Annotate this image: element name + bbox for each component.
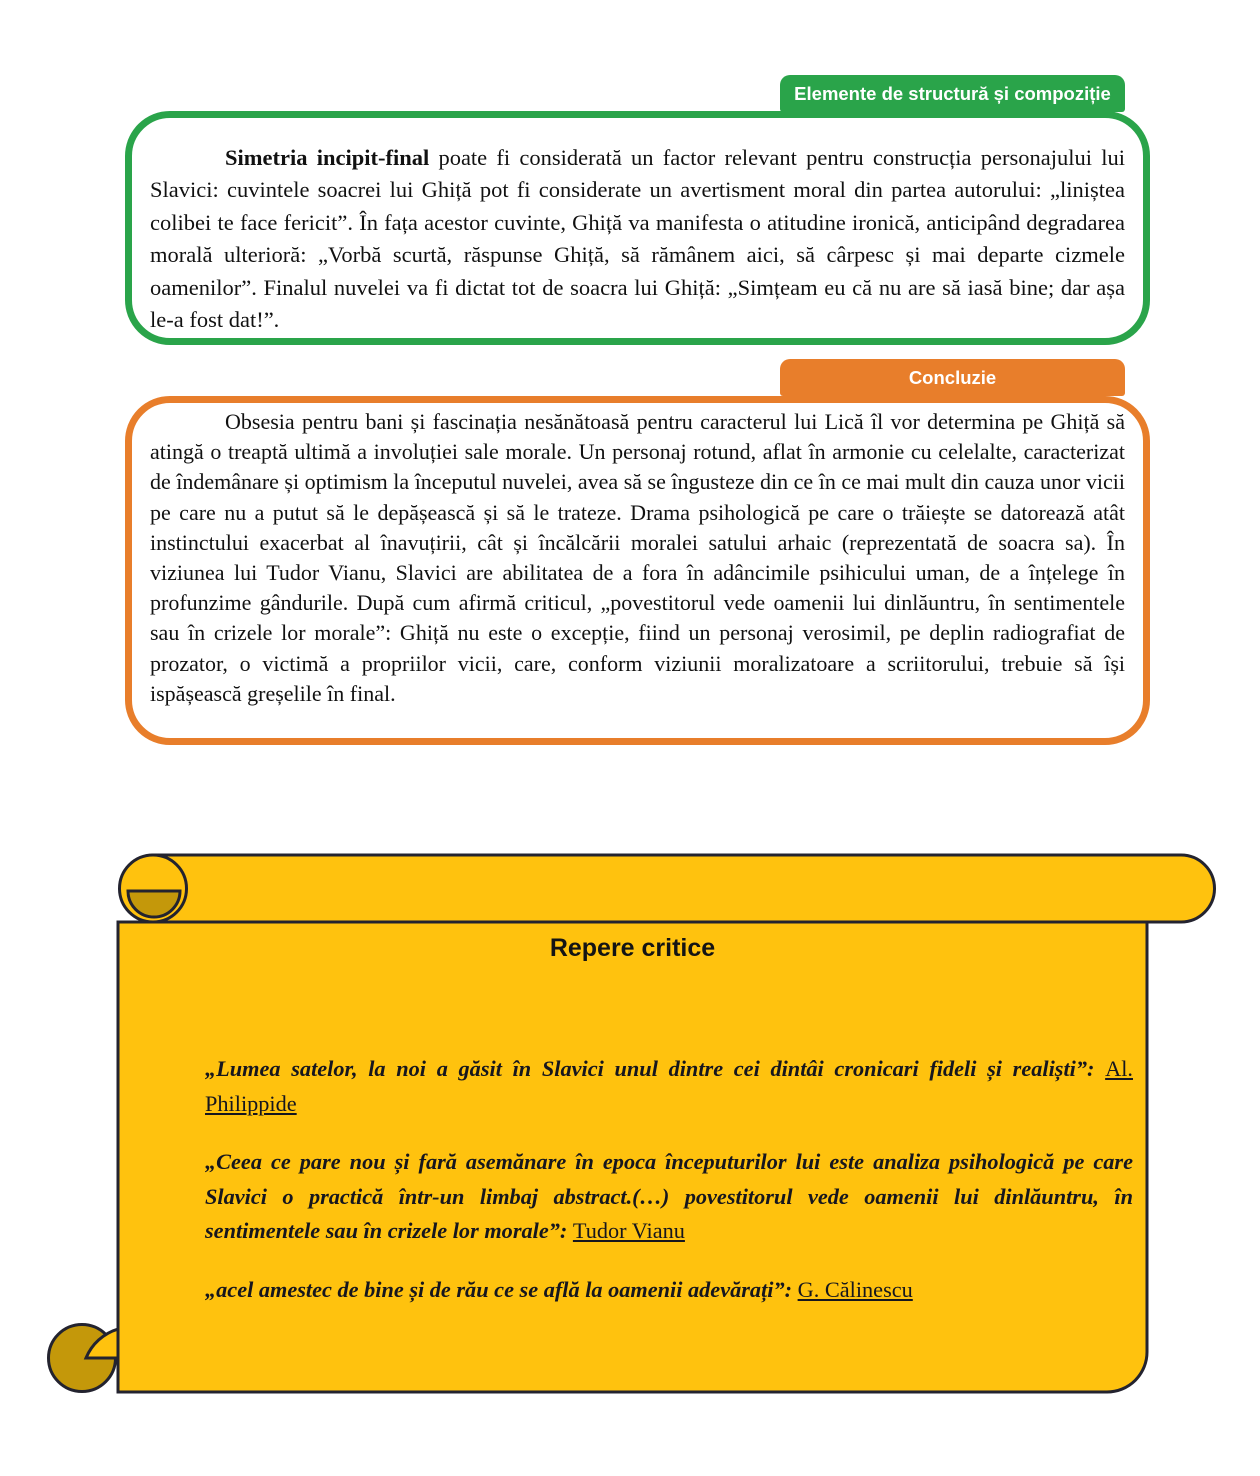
structure-box <box>125 111 1150 345</box>
quote-text: „acel amestec de bine și de rău ce se află la oamenii adevărați”: <box>205 1276 798 1302</box>
critical-quote <box>205 1145 1133 1249</box>
quote-author-link[interactable]: Tudor Vianu <box>572 1218 685 1244</box>
structure-paragraph-lead: Simetria incipit-final <box>225 145 430 170</box>
conclusion-tab <box>780 359 1125 396</box>
conclusion-box <box>125 396 1150 745</box>
critical-references-title: Repere critice <box>549 934 716 962</box>
conclusion-tab-label: Concluzie <box>908 366 997 388</box>
structure-tab-label: Elemente de structură și compoziție <box>794 82 1111 104</box>
quote-text: „Ceea ce pare nou și fară asemănare în epoca începuturilor lui este analiza psihologică pe care Slavici o practică într-un limbaj abstract.(…) povestitorul vede oamenii lui dinlăuntru, în sentimentele sau în crizele lor morale”: <box>205 1149 1133 1244</box>
critical-quote <box>205 1273 1133 1308</box>
structure-paragraph-body: poate fi considerată un factor relevant pentru construcția personajului lui Slavici: cuvintele soacrei lui Ghiță pot fi considerate un avertisment moral din partea autorului: „liniștea colibei te face fericit”. În fața acestor cuvinte, Ghiță va manifesta o atitudine ironică, anticipând degradarea morală ulterioră: „Vorbă scurtă, răspunse Ghiță, să rămânem aici, să cârpesc și mai departe cizmele oamenilor”. Finalul nuvelei va fi dictat tot de soacra lui Ghiță: „Simțeam eu că nu are să iasă bine; dar așa le-a fost dat!”. <box>150 145 1125 333</box>
structure-paragraph <box>150 142 1125 336</box>
scroll-top-band <box>153 855 1215 922</box>
quote-author-link[interactable]: G. Călinescu <box>797 1276 913 1302</box>
quote-author-link[interactable]: Al. Philippide <box>205 1056 1133 1116</box>
quote-text: „Lumea satelor, la noi a găsit în Slavici unul dintre cei dintâi cronicari fideli și realiști”: <box>205 1056 1106 1081</box>
critical-quotes-list <box>205 1052 1133 1332</box>
structure-tab <box>780 75 1125 112</box>
conclusion-paragraph: Obsesia pentru bani și fascinația nesănătoasă pentru caracterul lui Lică îl vor determina pe Ghiță să atingă o treaptă ultimă a involuției sale morale. Un personaj rotund, aflat în armonie cu celelalte, caracterizat de îndemânare și optimism la începutul nuvelei, avea să se îngusteze din ce în ce mai mult din cauza unor vicii pe care nu a putut să le depășească și să le trateze. Drama psihologică pe care o trăiește se datorează atât instinctului exacerbat al înavuțirii, cât și încălcării moralei satului arhaic (reprezentată de soacra sa). În viziunea lui Tudor Vianu, Slavici are abilitatea de a fora în adâncimile psihicului uman, de a înțelege în profunzime gândurile. După cum afirmă criticul, „povestitorul vede oamenii lui dinlăuntru, în sentimentele sau în crizele lor morale”: Ghiță nu este o excepție, fiind un personaj verosimil, pe deplin radiografiat de prozator, o victimă a propriilor vicii, care, conform viziunii moralizatoare a scriitorului, trebuie să își ispășească greșelile în final. <box>150 409 1125 706</box>
critical-quote <box>205 1052 1133 1121</box>
